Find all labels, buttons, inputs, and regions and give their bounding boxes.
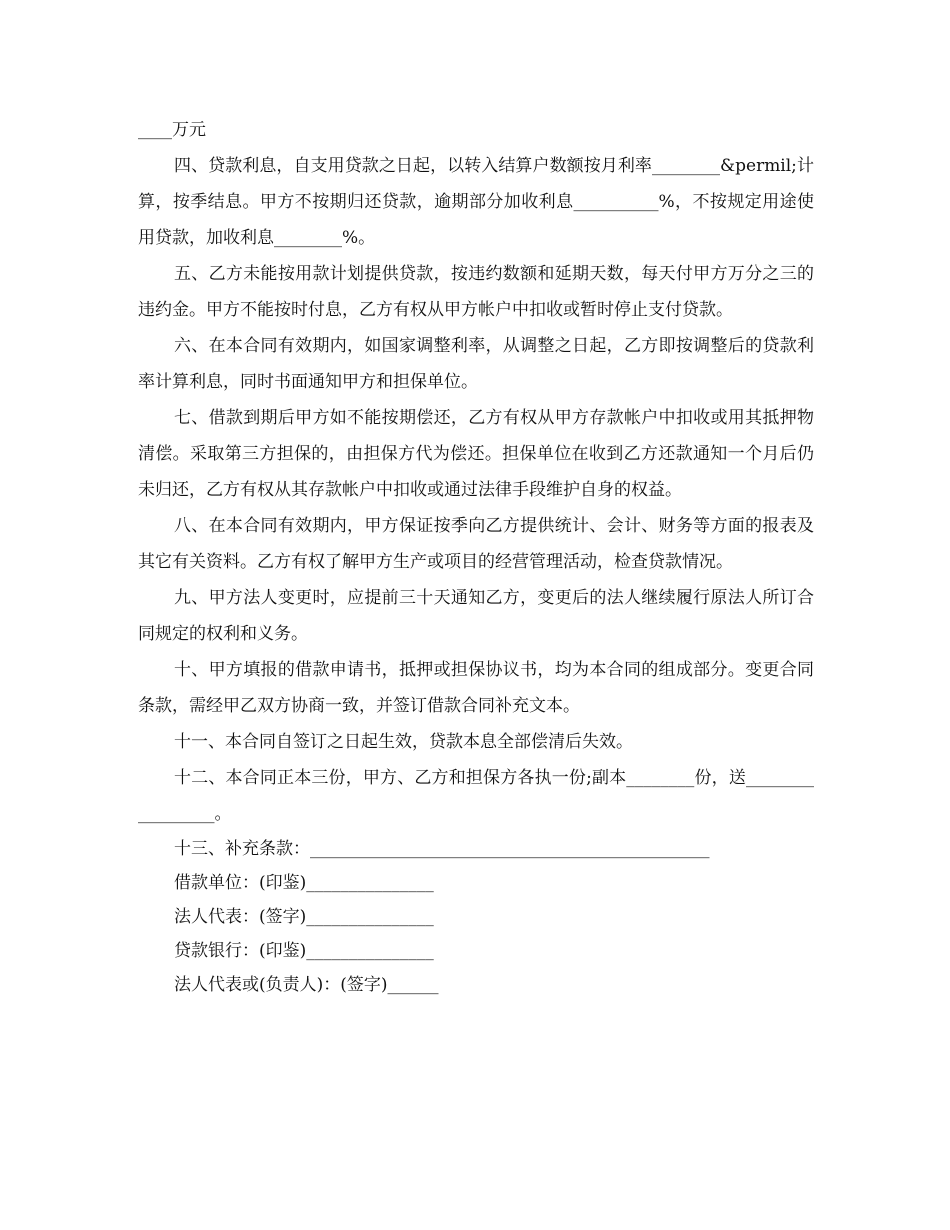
lending-bank-seal-line: 贷款银行：(印鉴)_______________ (174, 941, 434, 961)
amount-unit-line: ____万元 (138, 120, 206, 140)
clause-12-copies: 十二、本合同正本三份，甲方、乙方和担保方各执一份;副本________份，送_________________。 (138, 768, 814, 824)
clause-8-reporting: 八、在本合同有效期内，甲方保证按季向乙方提供统计、会计、财务等方面的报表及其它有关资料。乙方有权了解甲方生产或项目的经营管理活动，检查贷款情况。 (138, 516, 814, 572)
clause-10-contract-parts: 十、甲方填报的借款申请书，抵押或担保协议书，均为本合同的组成部分。变更合同条款，需经甲乙双方协商一致，并签订借款合同补充文本。 (138, 660, 814, 716)
clause-6-rate-adjustment: 六、在本合同有效期内，如国家调整利率，从调整之日起，乙方即按调整后的贷款利率计算利息，同时书面通知甲方和担保单位。 (138, 336, 814, 392)
clause-5-penalty: 五、乙方未能按用款计划提供贷款，按违约数额和延期天数，每天付甲方万分之三的违约金。甲方不能按时付息，乙方有权从甲方帐户中扣收或暂时停止支付贷款。 (138, 264, 814, 320)
clause-11-effective: 十一、本合同自签订之日起生效，贷款本息全部偿清后失效。 (174, 732, 633, 752)
document-page (138, 112, 814, 1002)
clause-7-repayment: 七、借款到期后甲方如不能按期偿还，乙方有权从甲方存款帐户中扣收或用其抵押物清偿。采取第三方担保的，由担保方代为偿还。担保单位在收到乙方还款通知一个月后仍未归还，乙方有权从其存款帐户中扣收或通过法律手段维护自身的权益。 (138, 408, 814, 500)
clause-9-legal-person-change: 九、甲方法人变更时，应提前三十天通知乙方，变更后的法人继续履行原法人所订合同规定的权利和义务。 (138, 588, 814, 644)
legal-representative-signature-line: 法人代表：(签字)_______________ (174, 907, 434, 927)
clause-4-interest: 四、贷款利息，自支用贷款之日起，以转入结算户数额按月利率________&permil;计算，按季结息。甲方不按期归还贷款，逾期部分加收利息__________%，不按规定用途使用贷款，加收利息________%。 (138, 156, 814, 248)
borrower-seal-line: 借款单位：(印鉴)_______________ (174, 873, 434, 893)
bank-representative-signature-line: 法人代表或(负责人)：(签字)______ (174, 975, 439, 995)
clause-13-supplementary: 十三、补充条款：_______________________________________________ (174, 839, 710, 859)
